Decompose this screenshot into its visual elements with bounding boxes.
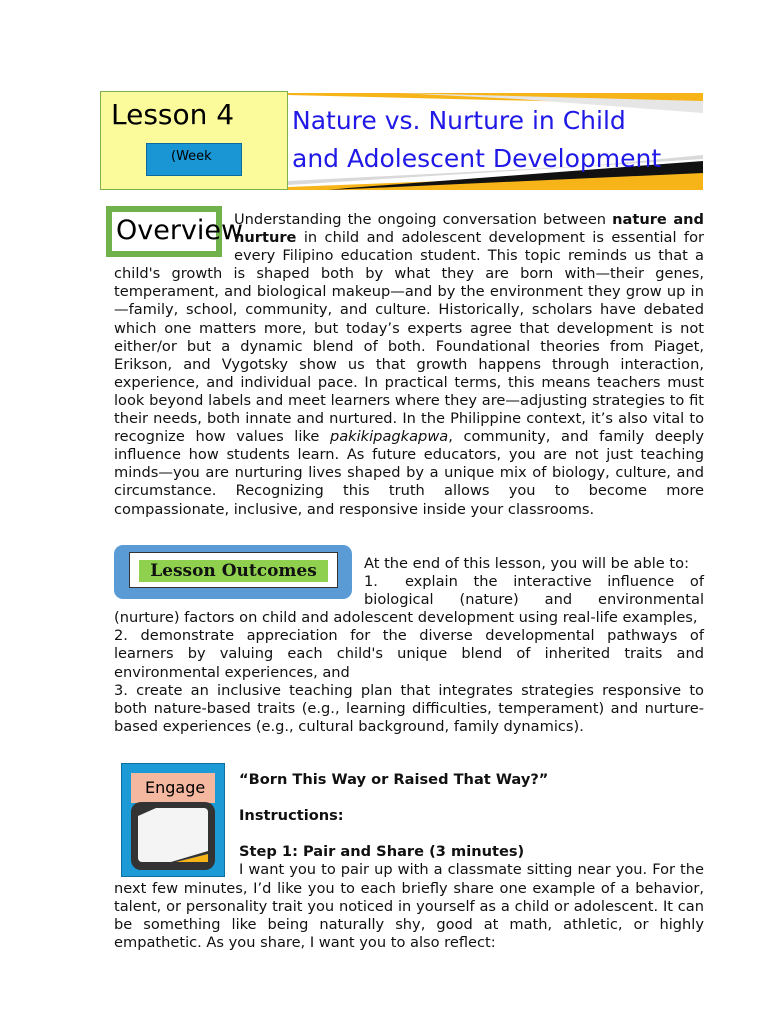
overview-text-3: , community, and family deeply influence how students learn. As future educators, you are not just teaching minds—you are nurturing lives shaped by a unique mix of biology, culture, and circumstance. Recognizing this truth allows you to become more compassionate, inclusive, and responsive inside your classrooms.: [114, 428, 704, 518]
engage-spacer: [114, 771, 239, 879]
outcome-item-3: 3. create an inclusive teaching plan that integrates strategies responsive to both nature-based traits (e.g., learning difficulties, temperament) and nurture-based experiences (e.g., cultural background, family dynamics).: [114, 681, 704, 735]
step1-title: Step 1: Pair and Share (3 minutes): [239, 843, 525, 861]
overview-text-2: in child and adolescent development is essential for every Filipino education student. This topic reminds us that a child's growth is shaped both by what they are born with—their genes, temperament, and biological makeup—and by the environment they grow up in—family, school, community, and culture. Historically, scholars have debated which one matters more, but today’s experts agree that development is not either/or but a dynamic blend of both. Foundational theories from Piaget, Erikson, and Vygotsky show us that growth happens through interaction, experience, and individual pace. In practical terms, this means teachers must look beyond labels and meet learners where they are—adjusting strategies to fit their needs, both innate and nurtured. In the Philippine context, it’s also vital to recognize how values like: [114, 229, 704, 446]
step1-text: I want you to pair up with a classmate sitting near you. For the next few minutes, I’d like you to each briefly share one example of a behavior, talent, or personality trait you noticed in yourself as a child or adolescent. It can be something like being naturally shy, good at math, athletic, or highly empathetic. As you share, I want you to also reflect:: [114, 861, 704, 951]
badge-spacer: [114, 211, 234, 257]
lesson-title: [292, 102, 661, 178]
engage-section: [114, 771, 704, 952]
overview-paragraph: [114, 211, 704, 519]
overview-badge-label: Overview: [116, 215, 244, 246]
overview-text-italic: pakikipagkapwa: [329, 428, 449, 446]
outcomes-intro: At the end of this lesson, you will be able to:: [364, 555, 689, 572]
lesson-title-line2: and Adolescent Development: [292, 144, 662, 173]
lesson-header-box: [100, 91, 288, 190]
activity-title: “Born This Way or Raised That Way?”: [239, 771, 549, 788]
engage-badge-label: Engage: [131, 773, 215, 803]
instructions-label: Instructions:: [239, 807, 344, 825]
title-banner: [288, 93, 703, 190]
lesson-number: Lesson 4: [111, 98, 235, 131]
outcome-item-1-text: explain the interactive influence of biological (nature) and environmental (nurture) factors on child and adolescent development using real-life examples,: [114, 573, 704, 627]
lesson-outcomes-label: Lesson Outcomes: [139, 560, 328, 582]
overview-text-bold: nature and nurture: [234, 211, 705, 247]
outcomes-section: [114, 555, 704, 736]
outcome-item-2: 2. demonstrate appreciation for the diverse developmental pathways of learners by valuing each child's unique blend of inherited traits and environmental experiences, and: [114, 627, 704, 681]
lesson-title-line1: Nature vs. Nurture in Child: [292, 106, 626, 135]
outcome-item-1-number: 1.: [364, 573, 378, 591]
week-badge: (Week: [146, 143, 242, 176]
overview-text-1: Understanding the ongoing conversation between: [234, 211, 613, 228]
outcomes-spacer: [114, 555, 364, 609]
